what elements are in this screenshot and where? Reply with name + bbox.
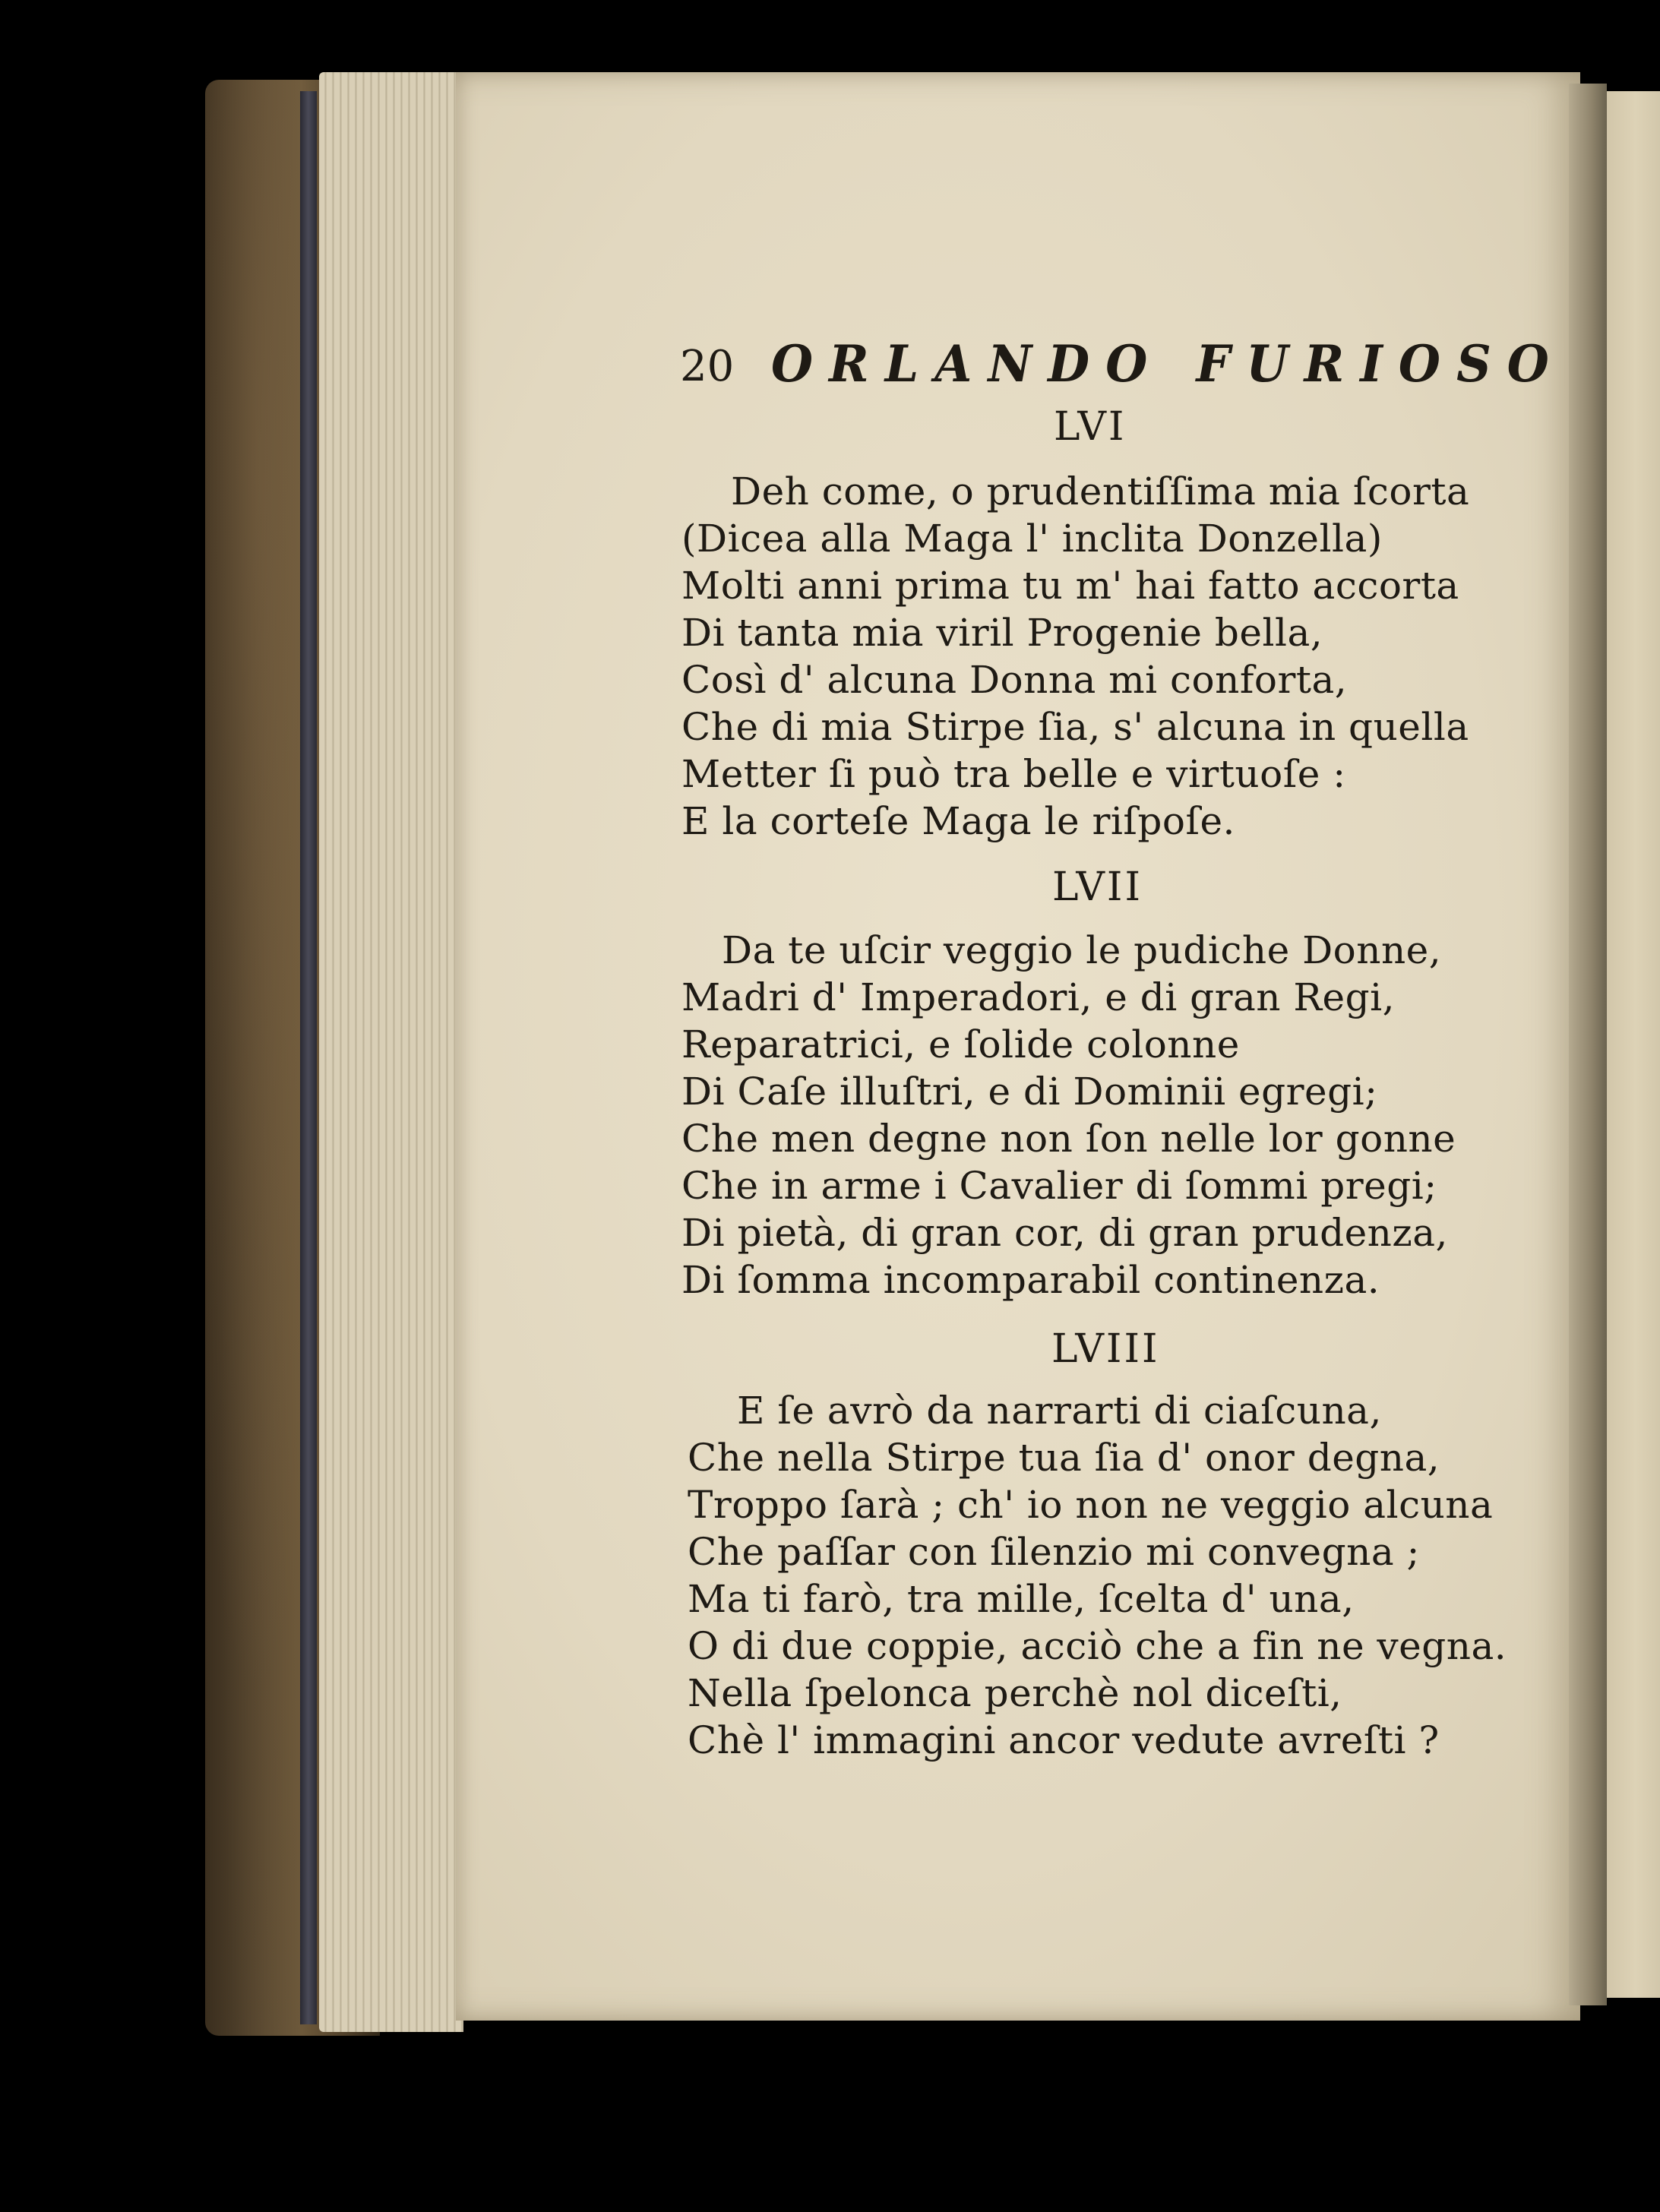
- verse-line: Di Caſe illuſtri, e di Dominii egregi;: [681, 1070, 1378, 1114]
- verse-line: Così d' alcuna Donna mi conforta,: [681, 658, 1348, 702]
- page-number: 20: [680, 342, 735, 391]
- verse-line: Che di mia Stirpe ſia, s' alcuna in quella: [681, 705, 1469, 749]
- verse-line: E la corteſe Maga le riſpoſe.: [681, 799, 1235, 843]
- verse-line: Troppo ſarà ; ch' io non ne veggio alcuna: [688, 1483, 1494, 1527]
- verse-line: Molti anni prima tu m' hai fatto accorta: [681, 564, 1459, 608]
- page-edges: [319, 72, 463, 2032]
- verse-line: E ſe avrò da narrarti di ciaſcuna,: [737, 1389, 1382, 1433]
- gutter-shadow: [1569, 84, 1607, 2005]
- stanza-number: LVI: [1054, 404, 1127, 450]
- verse-line: Di tanta mia viril Progenie bella,: [681, 611, 1323, 655]
- stanza-number: LVII: [1052, 864, 1143, 910]
- verse-line: Che nella Stirpe tua ſia d' onor degna,: [688, 1436, 1440, 1480]
- stanza-number: LVIII: [1051, 1326, 1160, 1372]
- verse-line: Metter ſi può tra belle e virtuoſe :: [681, 752, 1346, 796]
- verse-line: Nella ſpelonca perchè nol diceſti,: [688, 1671, 1342, 1715]
- verse-line: Chè l' immagini ancor vedute avreſti ?: [688, 1718, 1440, 1762]
- verse-line: Ma ti farò, tra mille, ſcelta d' una,: [688, 1577, 1355, 1621]
- verse-line: (Dicea alla Maga l' inclita Donzella): [681, 517, 1383, 561]
- verse-line: Di pietà, di gran cor, di gran prudenza,: [681, 1211, 1448, 1255]
- verse-line: Di ſomma incomparabil continenza.: [681, 1258, 1380, 1302]
- verse-line: Madri d' Imperadori, e di gran Regi,: [681, 975, 1396, 1019]
- next-page-edge: [1599, 91, 1660, 1998]
- running-title: ORLANDO FURIOSO: [771, 334, 1565, 393]
- verse-line: Da te uſcir veggio le pudiche Donne,: [722, 928, 1442, 972]
- binding-edge: [300, 91, 317, 2024]
- verse-line: Reparatrici, e ſolide colonne: [681, 1022, 1240, 1066]
- verse-line: Deh come, o prudentiſſima mia ſcorta: [731, 469, 1470, 514]
- verse-line: O di due coppie, acciò che a fin ne vegna.: [688, 1624, 1507, 1668]
- verse-line: Che in arme i Cavalier di ſommi pregi;: [681, 1164, 1437, 1208]
- verse-line: Che men degne non ſon nelle lor gonne: [681, 1117, 1456, 1161]
- verse-line: Che paſſar con ſilenzio mi convegna ;: [688, 1530, 1420, 1574]
